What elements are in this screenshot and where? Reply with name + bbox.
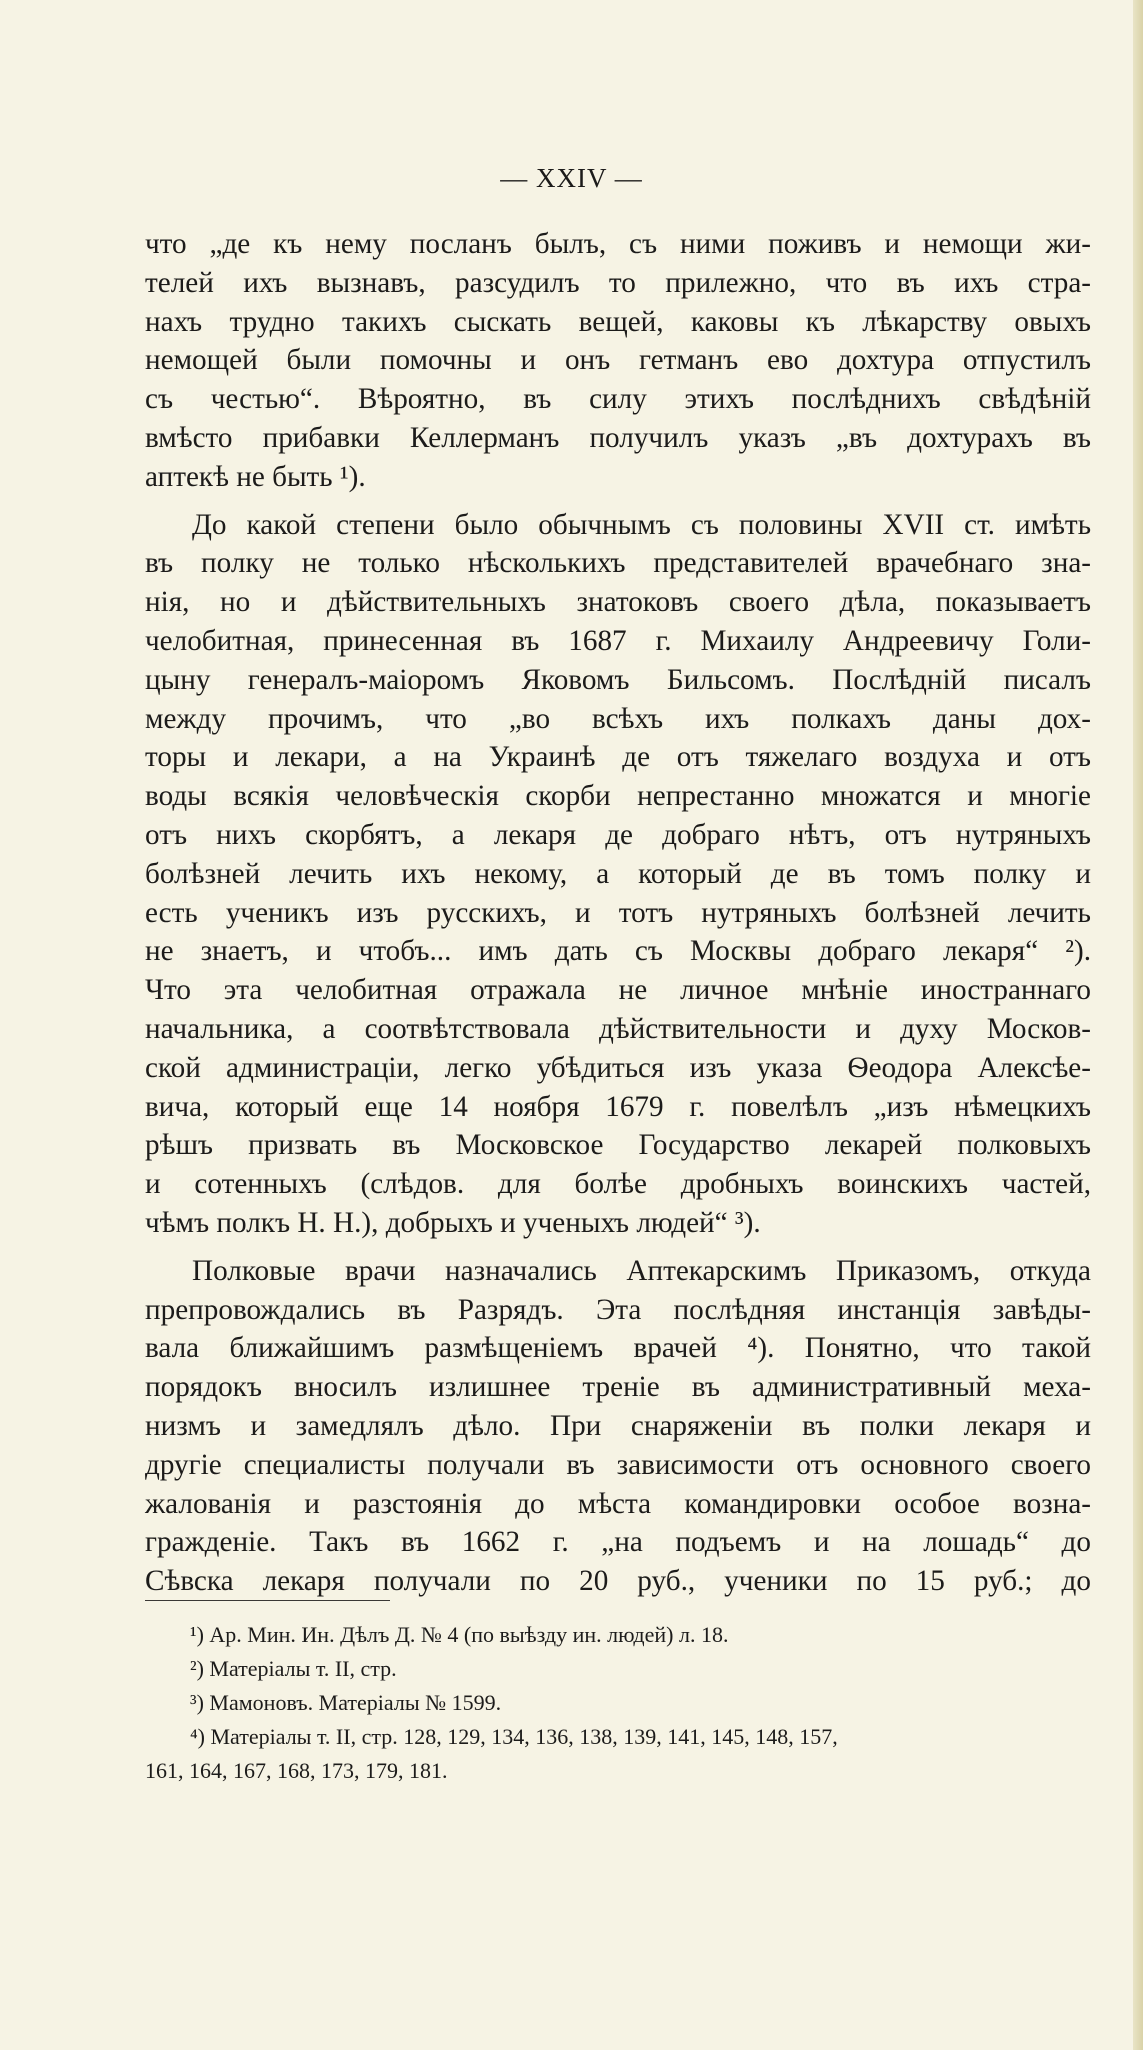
text-line: есть ученикъ изъ русскихъ, и тотъ нутряныхъ болѣзней лечить bbox=[145, 896, 1091, 929]
text-line: ской администрацiи, легко убѣдиться изъ указа Ѳеодора Алексѣе- bbox=[145, 1051, 1091, 1084]
text-line: болѣзней лечить ихъ некому, а который де въ томъ полку и bbox=[145, 857, 1091, 890]
text-line: между прочимъ, что „во всѣхъ ихъ полкахъ даны дох- bbox=[145, 702, 1091, 735]
page-edge bbox=[1133, 0, 1143, 2050]
text-line: немощей были помочны и онъ гетманъ ево дохтура отпустилъ bbox=[145, 344, 1091, 377]
text-line: вмѣсто прибавки Келлерманъ получилъ указъ „въ дохтурахъ въ bbox=[145, 421, 1091, 454]
text-line: До какой степени было обычнымъ съ половины XVII ст. имѣть bbox=[192, 508, 1091, 541]
footnote: ⁴) Матерiалы т. II, стр. 128, 129, 134, 136, 138, 139, 141, 145, 148, 157, bbox=[190, 1724, 838, 1749]
text-line: препровождались въ Разрядъ. Эта послѣдняя инстанцiя завѣды- bbox=[145, 1293, 1091, 1326]
text-line: гражденiе. Такъ въ 1662 г. „на подъемъ и на лошадь“ до bbox=[145, 1526, 1091, 1559]
text-line: отъ нихъ скорбятъ, а лекаря де добраго нѣтъ, отъ нутряныхъ bbox=[145, 818, 1091, 851]
text-line: нахъ трудно такихъ сыскать вещей, каковы къ лѣкарству овыхъ bbox=[145, 305, 1091, 338]
text-line: Полковые врачи назначались Аптекарскимъ Приказомъ, откуда bbox=[192, 1254, 1091, 1287]
footnote: ²) Матерiалы т. II, стр. bbox=[190, 1656, 397, 1681]
text-line: вала ближайшимъ размѣщенiемъ врачей ⁴). Понятно, что такой bbox=[145, 1332, 1091, 1365]
text-line: нiя, но и дѣйствительныхъ знатоковъ своего дѣла, показываетъ bbox=[145, 586, 1091, 619]
text-line: вича, который еще 14 ноября 1679 г. повелѣлъ „изъ нѣмецкихъ bbox=[145, 1090, 1091, 1123]
footnote: ¹) Ар. Мин. Ин. Дѣлъ Д. № 4 (по выѣзду ин. людей) л. 18. bbox=[190, 1622, 729, 1647]
text-line: телей ихъ вызнавъ, разсудилъ то прилежно, что въ ихъ стра- bbox=[145, 266, 1091, 299]
text-line: начальника, а соотвѣтствовала дѣйствительности и духу Москов- bbox=[145, 1012, 1091, 1045]
text-line: не знаетъ, и чтобъ... имъ дать съ Москвы добраго лекаря“ ²). bbox=[145, 935, 1091, 968]
page-number: — XXIV — bbox=[500, 163, 643, 193]
text-line: жалованiя и разстоянiя до мѣста командировки особое возна- bbox=[145, 1487, 1091, 1520]
footnotes bbox=[145, 1618, 1091, 1788]
footnote-continuation: 161, 164, 167, 168, 173, 179, 181. bbox=[145, 1758, 448, 1783]
text-line: челобитная, принесенная въ 1687 г. Михаилу Андреевичу Голи- bbox=[145, 624, 1091, 657]
text-line: чѣмъ полкъ Н. Н.), добрыхъ и ученыхъ людей“ ³). bbox=[145, 1206, 761, 1239]
text-line: что „де къ нему посланъ былъ, съ ними поживъ и немощи жи- bbox=[145, 228, 1091, 260]
footnote: ³) Мамоновъ. Матерiалы № 1599. bbox=[190, 1690, 502, 1715]
text-line: порядокъ вносилъ излишнее тренiе въ административный меха- bbox=[145, 1371, 1091, 1404]
body-text bbox=[145, 225, 1091, 1601]
footnote-divider bbox=[145, 1600, 390, 1601]
text-line: торы и лекари, а на Украинѣ де отъ тяжелаго воздуха и отъ bbox=[145, 741, 1091, 774]
text-line: цыну генералъ-маiоромъ Яковомъ Бильсомъ. Послѣднiй писалъ bbox=[145, 663, 1091, 696]
text-line: и сотенныхъ (слѣдов. для болѣе дробныхъ воинскихъ частей, bbox=[145, 1168, 1091, 1201]
text-line: Что эта челобитная отражала не личное мнѣнiе иностраннаго bbox=[145, 974, 1091, 1007]
text-line: воды всякiя человѣческiя скорби непрестанно множатся и многiе bbox=[145, 780, 1091, 813]
text-line: низмъ и замедлялъ дѣло. При снаряженiи въ полки лекаря и bbox=[145, 1409, 1091, 1442]
text-line: Сѣвска лекаря получали по 20 руб., ученики по 15 руб.; до bbox=[145, 1565, 1091, 1598]
text-line: другiе специалисты получали въ зависимости отъ основного своего bbox=[145, 1448, 1091, 1481]
text-line: въ полку не только нѣсколькихъ представителей врачебнаго зна- bbox=[145, 547, 1091, 580]
text-line: съ честью“. Вѣроятно, въ силу этихъ послѣднихъ свѣдѣнiй bbox=[145, 383, 1091, 416]
text-line: аптекѣ не быть ¹). bbox=[145, 460, 366, 493]
text-line: рѣшъ призвать въ Московское Государство лекарей полковыхъ bbox=[145, 1129, 1091, 1162]
